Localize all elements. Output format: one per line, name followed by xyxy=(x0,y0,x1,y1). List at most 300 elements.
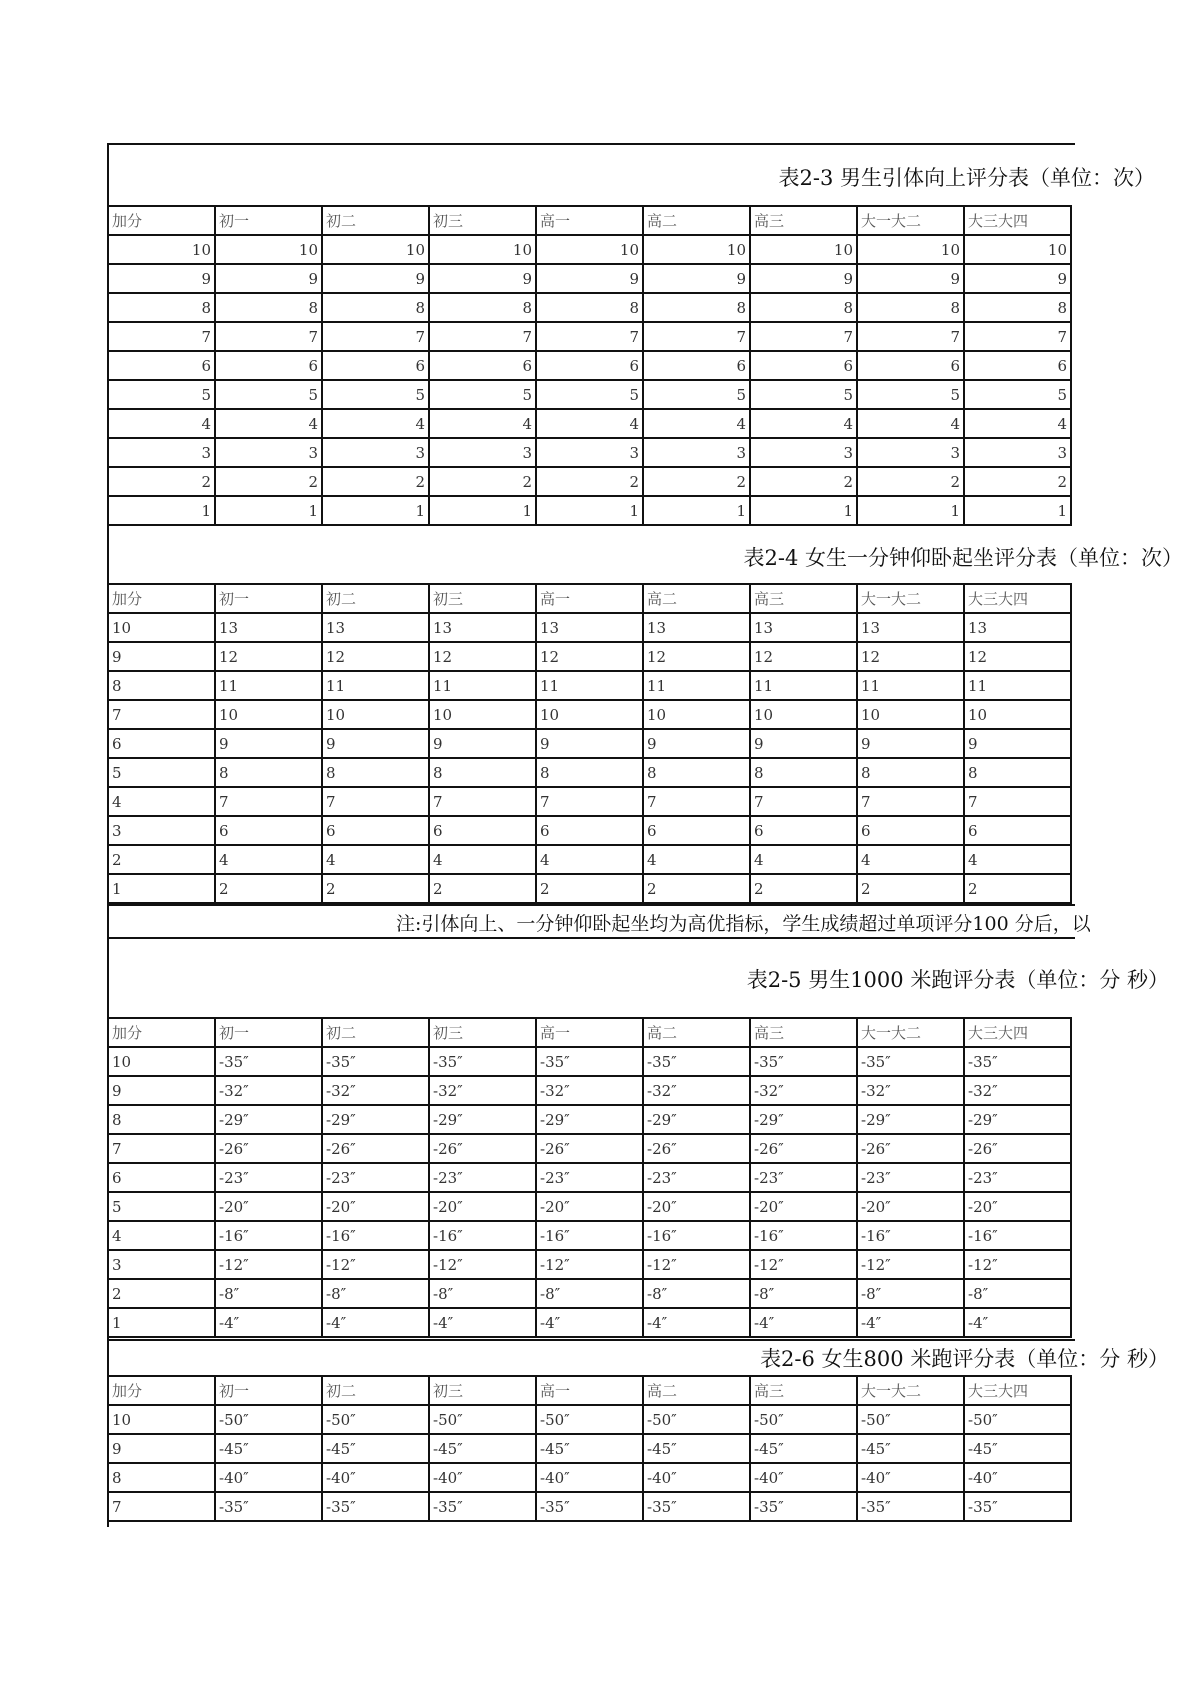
value-cell: 13 xyxy=(536,613,643,642)
value-cell: 4 xyxy=(322,409,429,438)
value-cell: -8″ xyxy=(750,1279,857,1308)
score-cell: 9 xyxy=(108,642,215,671)
value-cell: -4″ xyxy=(429,1308,536,1337)
value-cell: -40″ xyxy=(215,1463,322,1492)
value-cell: 4 xyxy=(964,845,1071,874)
value-cell: 7 xyxy=(643,787,750,816)
table-row xyxy=(108,1076,1071,1105)
score-cell: 7 xyxy=(108,1134,215,1163)
value-cell: 12 xyxy=(536,642,643,671)
value-cell: 9 xyxy=(964,264,1071,293)
note-top-rule xyxy=(107,904,1075,906)
value-cell: 13 xyxy=(857,613,964,642)
value-cell: 5 xyxy=(429,380,536,409)
value-cell: -16″ xyxy=(322,1221,429,1250)
value-cell: 4 xyxy=(215,845,322,874)
score-cell: 10 xyxy=(108,1405,215,1434)
value-cell: 10 xyxy=(536,700,643,729)
value-cell: 8 xyxy=(964,293,1071,322)
value-cell: -23″ xyxy=(857,1163,964,1192)
score-cell: 5 xyxy=(108,380,215,409)
value-cell: -12″ xyxy=(643,1250,750,1279)
value-cell: 7 xyxy=(750,322,857,351)
value-cell: -16″ xyxy=(750,1221,857,1250)
value-cell: 11 xyxy=(857,671,964,700)
value-cell: -40″ xyxy=(322,1463,429,1492)
column-header: 高三 xyxy=(750,584,857,613)
value-cell: 10 xyxy=(643,700,750,729)
table-row xyxy=(108,438,1071,467)
value-cell: -26″ xyxy=(857,1134,964,1163)
value-cell: 3 xyxy=(857,438,964,467)
value-cell: 10 xyxy=(429,235,536,264)
value-cell: 6 xyxy=(215,816,322,845)
value-cell: -26″ xyxy=(643,1134,750,1163)
value-cell: 2 xyxy=(643,467,750,496)
value-cell: 3 xyxy=(750,438,857,467)
score-cell: 3 xyxy=(108,438,215,467)
column-header: 加分 xyxy=(108,1018,215,1047)
value-cell: 8 xyxy=(536,293,643,322)
value-cell: 5 xyxy=(750,380,857,409)
value-cell: -40″ xyxy=(643,1463,750,1492)
value-cell: -26″ xyxy=(215,1134,322,1163)
value-cell: -4″ xyxy=(750,1308,857,1337)
value-cell: 2 xyxy=(215,874,322,903)
value-cell: -29″ xyxy=(750,1105,857,1134)
value-cell: 6 xyxy=(857,351,964,380)
value-cell: -23″ xyxy=(429,1163,536,1192)
column-header: 高一 xyxy=(536,206,643,235)
score-cell: 6 xyxy=(108,729,215,758)
score-cell: 8 xyxy=(108,293,215,322)
table-2-5-title: 表2-5 男生1000 米跑评分表（单位：分 秒） xyxy=(746,968,1169,992)
value-cell: 11 xyxy=(429,671,536,700)
score-cell: 8 xyxy=(108,671,215,700)
value-cell: 3 xyxy=(215,438,322,467)
value-cell: 13 xyxy=(643,613,750,642)
value-cell: 12 xyxy=(857,642,964,671)
value-cell: 2 xyxy=(750,874,857,903)
value-cell: 13 xyxy=(215,613,322,642)
column-header: 大三大四 xyxy=(964,1018,1071,1047)
column-header: 高二 xyxy=(643,1376,750,1405)
value-cell: -45″ xyxy=(750,1434,857,1463)
value-cell: -50″ xyxy=(429,1405,536,1434)
value-cell: -40″ xyxy=(964,1463,1071,1492)
value-cell: -32″ xyxy=(643,1076,750,1105)
table-row xyxy=(108,671,1071,700)
value-cell: 11 xyxy=(536,671,643,700)
score-cell: 2 xyxy=(108,1279,215,1308)
table-2-3-title: 表2-3 男生引体向上评分表（单位：次） xyxy=(778,166,1155,190)
value-cell: 2 xyxy=(322,874,429,903)
value-cell: 4 xyxy=(964,409,1071,438)
t26-top-rule xyxy=(107,1339,1075,1341)
score-cell: 6 xyxy=(108,351,215,380)
value-cell: -35″ xyxy=(429,1492,536,1521)
value-cell: -45″ xyxy=(643,1434,750,1463)
value-cell: 6 xyxy=(750,351,857,380)
column-header: 大一大二 xyxy=(857,206,964,235)
score-cell: 7 xyxy=(108,322,215,351)
value-cell: 4 xyxy=(429,409,536,438)
value-cell: -16″ xyxy=(857,1221,964,1250)
value-cell: 10 xyxy=(857,700,964,729)
column-header: 大一大二 xyxy=(857,1018,964,1047)
value-cell: 2 xyxy=(750,467,857,496)
value-cell: 1 xyxy=(536,496,643,525)
value-cell: 7 xyxy=(429,787,536,816)
score-cell: 9 xyxy=(108,264,215,293)
value-cell: 6 xyxy=(643,816,750,845)
value-cell: -29″ xyxy=(964,1105,1071,1134)
table-row xyxy=(108,1163,1071,1192)
value-cell: 10 xyxy=(536,235,643,264)
column-header: 初二 xyxy=(322,1018,429,1047)
value-cell: -35″ xyxy=(750,1492,857,1521)
score-cell: 1 xyxy=(108,1308,215,1337)
value-cell: -26″ xyxy=(750,1134,857,1163)
value-cell: -12″ xyxy=(857,1250,964,1279)
value-cell: -20″ xyxy=(643,1192,750,1221)
value-cell: -29″ xyxy=(643,1105,750,1134)
table-row xyxy=(108,1192,1071,1221)
value-cell: 10 xyxy=(643,235,750,264)
table-row xyxy=(108,700,1071,729)
value-cell: 7 xyxy=(536,322,643,351)
value-cell: 1 xyxy=(643,496,750,525)
value-cell: -12″ xyxy=(750,1250,857,1279)
column-header: 初三 xyxy=(429,206,536,235)
value-cell: 12 xyxy=(964,642,1071,671)
table-row xyxy=(108,787,1071,816)
value-cell: -4″ xyxy=(964,1308,1071,1337)
value-cell: 2 xyxy=(536,874,643,903)
column-header: 高一 xyxy=(536,584,643,613)
value-cell: 8 xyxy=(215,758,322,787)
value-cell: -45″ xyxy=(857,1434,964,1463)
column-header: 初二 xyxy=(322,584,429,613)
value-cell: -32″ xyxy=(322,1076,429,1105)
value-cell: 4 xyxy=(322,845,429,874)
value-cell: -35″ xyxy=(964,1047,1071,1076)
table-row xyxy=(108,1434,1071,1463)
value-cell: 4 xyxy=(536,845,643,874)
column-header: 高二 xyxy=(643,206,750,235)
value-cell: -12″ xyxy=(215,1250,322,1279)
value-cell: 7 xyxy=(964,787,1071,816)
value-cell: -4″ xyxy=(322,1308,429,1337)
value-cell: 7 xyxy=(964,322,1071,351)
column-header: 初三 xyxy=(429,1376,536,1405)
value-cell: 8 xyxy=(857,293,964,322)
value-cell: -20″ xyxy=(750,1192,857,1221)
value-cell: -16″ xyxy=(429,1221,536,1250)
value-cell: -20″ xyxy=(536,1192,643,1221)
value-cell: -29″ xyxy=(322,1105,429,1134)
table-row xyxy=(108,293,1071,322)
value-cell: -16″ xyxy=(964,1221,1071,1250)
table-row xyxy=(108,1047,1071,1076)
value-cell: -35″ xyxy=(322,1047,429,1076)
value-cell: 4 xyxy=(536,409,643,438)
column-header: 高三 xyxy=(750,1376,857,1405)
value-cell: 2 xyxy=(857,874,964,903)
value-cell: -35″ xyxy=(964,1492,1071,1521)
value-cell: 3 xyxy=(964,438,1071,467)
value-cell: -50″ xyxy=(322,1405,429,1434)
value-cell: -26″ xyxy=(322,1134,429,1163)
value-cell: -8″ xyxy=(215,1279,322,1308)
value-cell: -45″ xyxy=(964,1434,1071,1463)
value-cell: 4 xyxy=(643,409,750,438)
column-header: 大三大四 xyxy=(964,206,1071,235)
value-cell: 11 xyxy=(964,671,1071,700)
column-header: 大三大四 xyxy=(964,1376,1071,1405)
table-row xyxy=(108,1105,1071,1134)
table-row xyxy=(108,467,1071,496)
value-cell: 13 xyxy=(750,613,857,642)
value-cell: 9 xyxy=(750,264,857,293)
score-cell: 9 xyxy=(108,1434,215,1463)
value-cell: -12″ xyxy=(322,1250,429,1279)
value-cell: 12 xyxy=(643,642,750,671)
value-cell: 10 xyxy=(750,235,857,264)
table-row xyxy=(108,1405,1071,1434)
value-cell: 10 xyxy=(964,700,1071,729)
value-cell: -29″ xyxy=(857,1105,964,1134)
value-cell: 9 xyxy=(857,729,964,758)
value-cell: 8 xyxy=(964,758,1071,787)
value-cell: 1 xyxy=(857,496,964,525)
value-cell: 9 xyxy=(322,264,429,293)
value-cell: 7 xyxy=(536,787,643,816)
table-row xyxy=(108,729,1071,758)
value-cell: 11 xyxy=(643,671,750,700)
value-cell: -50″ xyxy=(643,1405,750,1434)
value-cell: -45″ xyxy=(429,1434,536,1463)
value-cell: -8″ xyxy=(536,1279,643,1308)
value-cell: -35″ xyxy=(536,1492,643,1521)
column-header: 高二 xyxy=(643,1018,750,1047)
value-cell: 3 xyxy=(322,438,429,467)
value-cell: 13 xyxy=(429,613,536,642)
value-cell: 1 xyxy=(964,496,1071,525)
value-cell: 7 xyxy=(643,322,750,351)
column-header: 加分 xyxy=(108,584,215,613)
value-cell: -8″ xyxy=(429,1279,536,1308)
value-cell: -16″ xyxy=(536,1221,643,1250)
table-2-6-title: 表2-6 女生800 米跑评分表（单位：分 秒） xyxy=(760,1347,1169,1371)
column-header: 大三大四 xyxy=(964,584,1071,613)
value-cell: 8 xyxy=(643,758,750,787)
score-cell: 10 xyxy=(108,235,215,264)
value-cell: 5 xyxy=(643,380,750,409)
score-cell: 9 xyxy=(108,1076,215,1105)
value-cell: 9 xyxy=(322,729,429,758)
table-row xyxy=(108,380,1071,409)
value-cell: -32″ xyxy=(215,1076,322,1105)
column-header: 初一 xyxy=(215,1018,322,1047)
value-cell: 8 xyxy=(322,758,429,787)
column-header: 初二 xyxy=(322,1376,429,1405)
value-cell: 8 xyxy=(215,293,322,322)
table-2-6 xyxy=(107,1375,1072,1522)
value-cell: -4″ xyxy=(643,1308,750,1337)
value-cell: 8 xyxy=(750,293,857,322)
value-cell: -32″ xyxy=(964,1076,1071,1105)
value-cell: -50″ xyxy=(536,1405,643,1434)
value-cell: 10 xyxy=(215,235,322,264)
value-cell: -23″ xyxy=(750,1163,857,1192)
value-cell: 9 xyxy=(750,729,857,758)
value-cell: -23″ xyxy=(643,1163,750,1192)
table-row xyxy=(108,1250,1071,1279)
value-cell: 5 xyxy=(536,380,643,409)
value-cell: -4″ xyxy=(215,1308,322,1337)
value-cell: 2 xyxy=(215,467,322,496)
table-row xyxy=(108,264,1071,293)
column-header: 初一 xyxy=(215,1376,322,1405)
value-cell: -32″ xyxy=(857,1076,964,1105)
value-cell: 8 xyxy=(857,758,964,787)
score-cell: 5 xyxy=(108,758,215,787)
value-cell: 7 xyxy=(857,322,964,351)
value-cell: 11 xyxy=(215,671,322,700)
table-row xyxy=(108,613,1071,642)
value-cell: 13 xyxy=(964,613,1071,642)
value-cell: 3 xyxy=(536,438,643,467)
table-row xyxy=(108,1463,1071,1492)
header-row xyxy=(108,1376,1071,1405)
value-cell: 11 xyxy=(322,671,429,700)
score-cell: 7 xyxy=(108,1492,215,1521)
score-cell: 10 xyxy=(108,613,215,642)
value-cell: 9 xyxy=(536,729,643,758)
value-cell: -20″ xyxy=(322,1192,429,1221)
column-header: 初一 xyxy=(215,206,322,235)
value-cell: 10 xyxy=(750,700,857,729)
value-cell: 8 xyxy=(536,758,643,787)
value-cell: 10 xyxy=(215,700,322,729)
header-row xyxy=(108,206,1071,235)
value-cell: 10 xyxy=(857,235,964,264)
table-row xyxy=(108,1221,1071,1250)
value-cell: 6 xyxy=(429,816,536,845)
value-cell: -35″ xyxy=(643,1492,750,1521)
value-cell: -50″ xyxy=(215,1405,322,1434)
value-cell: 6 xyxy=(322,816,429,845)
top-rule xyxy=(107,143,1075,145)
value-cell: 7 xyxy=(215,322,322,351)
value-cell: 2 xyxy=(429,467,536,496)
value-cell: 9 xyxy=(643,729,750,758)
column-header: 高一 xyxy=(536,1376,643,1405)
value-cell: -26″ xyxy=(964,1134,1071,1163)
score-cell: 10 xyxy=(108,1047,215,1076)
value-cell: -20″ xyxy=(964,1192,1071,1221)
value-cell: -23″ xyxy=(215,1163,322,1192)
value-cell: 10 xyxy=(429,700,536,729)
column-header: 加分 xyxy=(108,206,215,235)
score-cell: 6 xyxy=(108,1163,215,1192)
value-cell: 4 xyxy=(215,409,322,438)
value-cell: 9 xyxy=(215,264,322,293)
table-row xyxy=(108,642,1071,671)
table-row xyxy=(108,496,1071,525)
value-cell: 7 xyxy=(429,322,536,351)
value-cell: -29″ xyxy=(215,1105,322,1134)
value-cell: 6 xyxy=(322,351,429,380)
table-row xyxy=(108,816,1071,845)
table-row xyxy=(108,1134,1071,1163)
note-text: 注:引体向上、一分钟仰卧起坐均为高优指标，学生成绩超过单项评分100 分后，以 xyxy=(396,913,1091,935)
value-cell: -4″ xyxy=(536,1308,643,1337)
table-2-4 xyxy=(107,583,1072,904)
value-cell: -35″ xyxy=(857,1047,964,1076)
score-cell: 4 xyxy=(108,787,215,816)
column-header: 高三 xyxy=(750,206,857,235)
value-cell: 4 xyxy=(857,845,964,874)
value-cell: 11 xyxy=(750,671,857,700)
value-cell: -35″ xyxy=(750,1047,857,1076)
value-cell: 2 xyxy=(857,467,964,496)
value-cell: -45″ xyxy=(536,1434,643,1463)
value-cell: 3 xyxy=(643,438,750,467)
value-cell: 2 xyxy=(643,874,750,903)
value-cell: -35″ xyxy=(322,1492,429,1521)
value-cell: -50″ xyxy=(750,1405,857,1434)
column-header: 初一 xyxy=(215,584,322,613)
value-cell: -8″ xyxy=(322,1279,429,1308)
value-cell: -40″ xyxy=(536,1463,643,1492)
score-cell: 8 xyxy=(108,1105,215,1134)
value-cell: 10 xyxy=(322,235,429,264)
value-cell: -16″ xyxy=(643,1221,750,1250)
column-header: 初三 xyxy=(429,584,536,613)
column-header: 初三 xyxy=(429,1018,536,1047)
header-row xyxy=(108,1018,1071,1047)
value-cell: -12″ xyxy=(429,1250,536,1279)
column-header: 大一大二 xyxy=(857,1376,964,1405)
value-cell: -35″ xyxy=(429,1047,536,1076)
value-cell: 12 xyxy=(322,642,429,671)
table-row xyxy=(108,351,1071,380)
value-cell: 5 xyxy=(322,380,429,409)
value-cell: 8 xyxy=(643,293,750,322)
score-cell: 4 xyxy=(108,409,215,438)
value-cell: -45″ xyxy=(322,1434,429,1463)
value-cell: -23″ xyxy=(322,1163,429,1192)
value-cell: 8 xyxy=(750,758,857,787)
value-cell: 7 xyxy=(322,322,429,351)
table-row xyxy=(108,1279,1071,1308)
score-cell: 2 xyxy=(108,467,215,496)
value-cell: 9 xyxy=(429,264,536,293)
table-2-4-title: 表2-4 女生一分钟仰卧起坐评分表（单位：次） xyxy=(743,546,1183,570)
value-cell: -23″ xyxy=(536,1163,643,1192)
column-header: 大一大二 xyxy=(857,584,964,613)
table-row xyxy=(108,1308,1071,1337)
value-cell: -40″ xyxy=(750,1463,857,1492)
value-cell: -29″ xyxy=(536,1105,643,1134)
value-cell: 7 xyxy=(750,787,857,816)
value-cell: 8 xyxy=(322,293,429,322)
value-cell: 7 xyxy=(215,787,322,816)
score-cell: 2 xyxy=(108,845,215,874)
table-2-5 xyxy=(107,1017,1072,1338)
